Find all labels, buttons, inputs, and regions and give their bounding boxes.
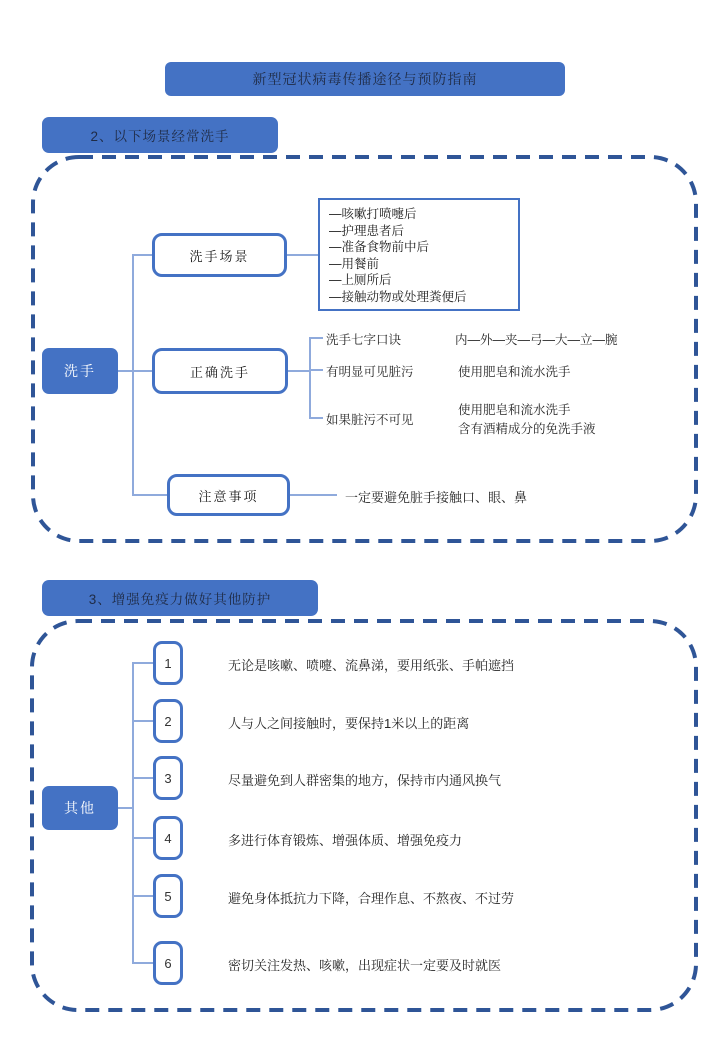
item-text-6: 密切关注发热、咳嗽，出现症状一定要及时就医 (228, 958, 502, 973)
correct-row-label: 有明显可见脏污 (326, 365, 414, 379)
correct-row-label: 洗手七字口诀 (326, 333, 402, 347)
item-text-3: 尽量避免到人群密集的地方，保持市内通风换气 (228, 773, 502, 788)
correct-row-value2: 含有酒精成分的免洗手液 (458, 422, 596, 436)
num-node-6: 6 (153, 941, 183, 985)
branch-line-5 (132, 895, 155, 897)
list-item: —准备食物前中后 (329, 240, 430, 255)
item-text-1: 无论是咳嗽、喷嚏、流鼻涕，要用纸张、手帕遮挡 (228, 658, 515, 673)
trunk-line-section2 (132, 254, 134, 495)
correct-row-value: 使用肥皂和流水洗手 (458, 403, 571, 417)
section2-header: 2、以下场景经常洗手 (42, 117, 278, 153)
correct-row-label: 如果脏污不可见 (326, 413, 414, 427)
wash-scenes-list (318, 198, 520, 311)
notice-text: 一定要避免脏手接触口、眼、鼻 (345, 490, 528, 505)
list-item: —护理患者后 (329, 223, 405, 238)
num-node-5: 5 (153, 874, 183, 918)
section3-header: 3、增强免疫力做好其他防护 (42, 580, 318, 616)
correct-row-value: 内—外—夹—弓—大—立—腕 (455, 333, 618, 347)
node-wash-hands-root: 洗手 (42, 348, 118, 394)
branch-line-2 (132, 720, 155, 722)
branch-line-correct (118, 370, 154, 372)
list-item: —用餐前 (329, 256, 380, 271)
branch-line-scene (132, 254, 154, 256)
page-title: 新型冠状病毒传播途径与预防指南 (165, 62, 565, 96)
node-other-root: 其他 (42, 786, 118, 830)
branch-line-6 (132, 962, 155, 964)
num-node-2: 2 (153, 699, 183, 743)
list-item: —咳嗽打喷嚏后 (329, 207, 417, 221)
dashed-border (30, 619, 698, 1012)
bracket-stem (288, 370, 310, 372)
branch-line-root (118, 807, 134, 809)
num-node-4: 4 (153, 816, 183, 860)
node-notice: 注意事项 (167, 474, 290, 516)
bracket-stub-3 (309, 417, 323, 419)
bracket-stub-1 (309, 337, 323, 339)
connector-scene-list (287, 254, 318, 256)
item-text-2: 人与人之间接触时，要保持1米以上的距离 (228, 716, 470, 731)
branch-line-1 (132, 662, 155, 664)
item-text-4: 多进行体育锻炼、增强体质、增强免疫力 (228, 833, 463, 848)
bracket-stub-2 (309, 369, 323, 371)
branch-line-3 (132, 777, 155, 779)
branch-line-notice (132, 494, 169, 496)
num-node-3: 3 (153, 756, 183, 800)
bracket-spine (309, 337, 311, 419)
connector-notice-text (290, 494, 337, 496)
node-correct-wash: 正确洗手 (152, 348, 288, 394)
section3-container (30, 619, 698, 1012)
item-text-5: 避免身体抵抗力下降，合理作息、不熬夜、不过劳 (228, 891, 515, 906)
correct-row-value: 使用肥皂和流水洗手 (458, 365, 571, 379)
num-node-1: 1 (153, 641, 183, 685)
trunk-line-section3 (132, 662, 134, 964)
list-item: —上厕所后 (329, 273, 392, 288)
list-item: —接触动物或处理粪便后 (329, 289, 467, 304)
node-wash-scenes: 洗手场景 (152, 233, 287, 277)
branch-line-4 (132, 837, 155, 839)
